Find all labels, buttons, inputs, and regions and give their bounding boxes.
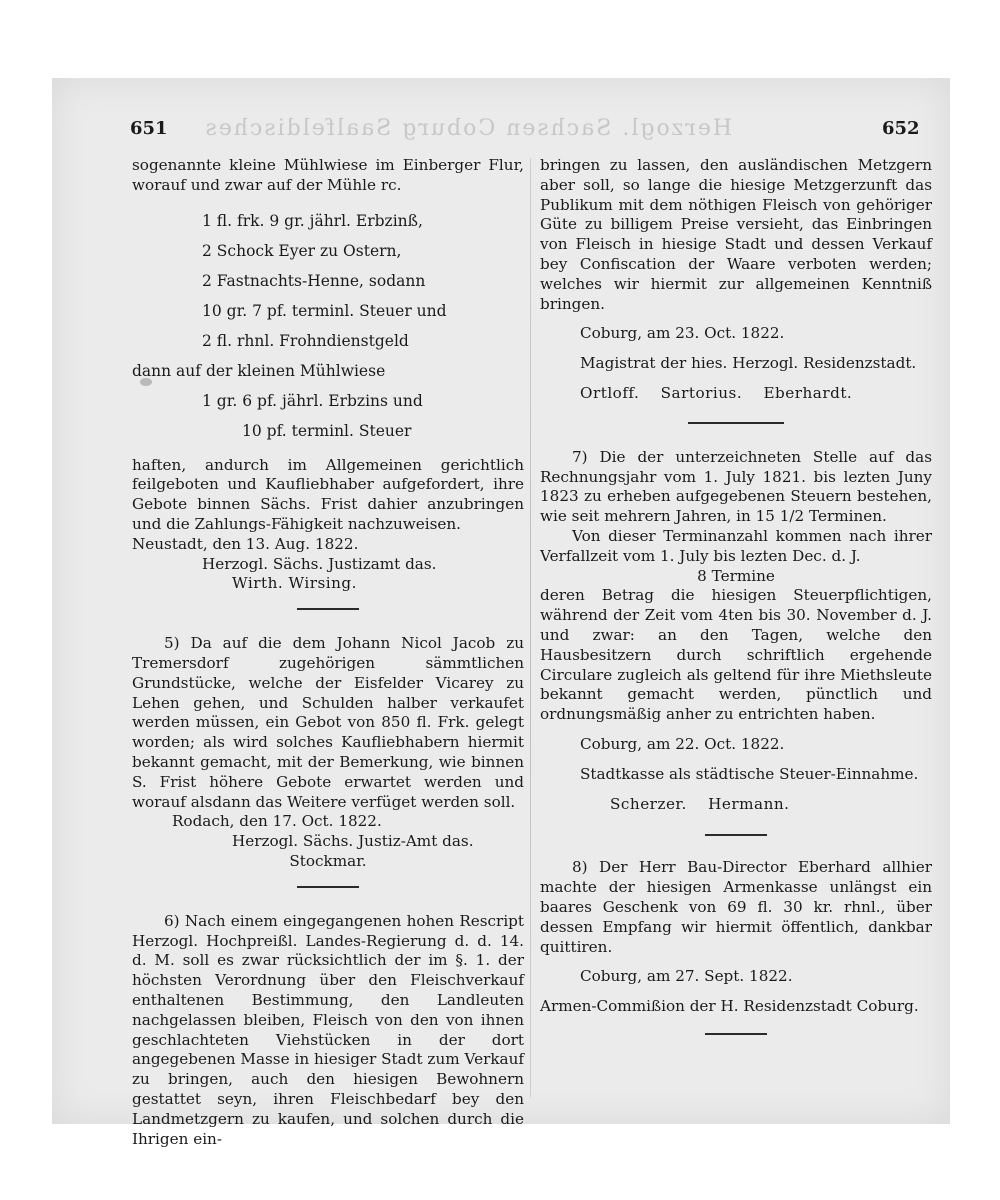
right-column bbox=[540, 156, 932, 1049]
notice-7: 7) Die der unterzeichneten Stelle auf das Rechnungsjahr vom 1. July 1821. bis lezten Juny 1823 zu erheben aufgegebenen Steuern bestehen, wie seit mehrern Jahren, in 15 1/2 Terminen. bbox=[540, 447, 932, 526]
notice-8-place: Coburg, am 27. Sept. 1822. bbox=[580, 967, 793, 986]
notice-5-signer: Stockmar. bbox=[289, 851, 367, 870]
notice-5: 5) Da auf die dem Johann Nicol Jacob zu Tremersdorf zugehörigen sämmtlichen Grundstücke, welche der Eisfelder Vicarey zu Lehen gehen, und Schulden halber verkaufet werden müssen, ein Gebot von 850 fl. Frk. gelegt worden; als wird solches Kaufliebhabern hiermit bekannt gemacht, mit der Bemerkung, wie binnen S. Frist höhere Gebote erwartet werden und worauf alsdann das Weitere verfüget werden soll. bbox=[132, 634, 524, 811]
notice-7-office: Stadtkasse als städtische Steuer-Einnahme. bbox=[580, 764, 919, 783]
notice-7-signers: Scherzer. Hermann. bbox=[610, 794, 790, 813]
signers: Wirth. Wirsing. bbox=[232, 574, 357, 593]
notice-6-signers: Ortloff. Sartorius. Eberhardt. bbox=[580, 383, 853, 402]
place-date: Neustadt, den 13. Aug. 1822. bbox=[132, 534, 359, 553]
bleed-through-header: Herzogl. Sachsen Coburg Saalfeldisches bbox=[203, 116, 732, 141]
section-divider bbox=[297, 886, 359, 888]
notice-7-b: Von dieser Terminanzahl kommen nach ihrer Verfallzeit vom 1. July bis lezten Dec. d. J. bbox=[540, 526, 932, 565]
fee-line: 2 fl. rhnl. Frohndienstgeld bbox=[202, 331, 409, 350]
notice-6: 6) Nach einem eingegangenen hohen Rescript Herzogl. Hochpreißl. Landes-Regierung d. d. 14. d. M. soll es zwar rücksichtlich der im §. 1. der höchsten Verordnung über den Fleischverkauf enthaltenen Bestimmung, den Landleuten nachgelassen bleiben, Fleisch von den von ihnen geschlachteten Viehstücken in der dort angegebenen Masse in hiesiger Stadt zum Verkauf zu bringen, auch den hiesigen Bewohnern gestattet seyn, ihren Fleischbedarf bey den Landmetzgern zu kaufen, und solchen durch die Ihrigen ein- bbox=[132, 911, 524, 1148]
notice-5-office: Herzogl. Sächs. Justiz-Amt das. bbox=[232, 832, 474, 851]
notice-7-place: Coburg, am 22. Oct. 1822. bbox=[580, 734, 785, 753]
fee-line: 10 pf. terminl. Steuer bbox=[242, 421, 412, 440]
column-gutter bbox=[530, 158, 531, 1098]
fee-line: 1 gr. 6 pf. jährl. Erbzins und bbox=[202, 391, 423, 410]
fee-heading: dann auf der kleinen Mühlwiese bbox=[132, 361, 386, 380]
notice-5-place: Rodach, den 17. Oct. 1822. bbox=[172, 812, 382, 831]
section-divider bbox=[705, 834, 767, 836]
magistrat: Magistrat der hies. Herzogl. Residenzstadt. bbox=[580, 354, 917, 373]
section-divider bbox=[688, 422, 784, 424]
body-text: haften, andurch im Allgemeinen gerichtlich feilgeboten und Kaufliebhaber aufgefordert, ihre Gebote binnen Sächs. Frist dahier anzubringen und die Zahlungs-Fähigkeit nachzuweisen. bbox=[132, 455, 524, 533]
fee-line: 2 Fastnachts-Henne, sodann bbox=[202, 271, 426, 290]
notice-7-c: deren Betrag die hiesigen Steuerpflichtigen, während der Zeit vom 4ten bis 30. November d. J. und zwar: an den Tagen, welche den Hausbesitzern durch schriftlich ergehende Circulare zugleich als geltend für ihre Miethsleute bekannt gemacht werden, pünctlich und ordnungsmäßig anher zu entrichten haben. bbox=[540, 586, 932, 724]
fee-line: 2 Schock Eyer zu Ostern, bbox=[202, 241, 402, 260]
fee-line: 10 gr. 7 pf. terminl. Steuer und bbox=[202, 301, 447, 320]
notice-8: 8) Der Herr Bau-Director Eberhard allhier machte der hiesigen Armenkasse unlängst ein baares Geschenk von 69 fl. 30 kr. rhnl., über dessen Empfang wir hiermit öffentlich, dankbar quittiren. bbox=[540, 858, 932, 956]
left-column bbox=[132, 156, 524, 1149]
office-name: Herzogl. Sächs. Justizamt das. bbox=[202, 554, 437, 573]
page-number-right: 652 bbox=[882, 118, 920, 139]
intro-text: sogenannte kleine Mühlwiese im Einberger Flur, worauf und zwar auf der Mühle rc. bbox=[132, 156, 524, 194]
section-divider bbox=[705, 1033, 767, 1035]
notice-6-place: Coburg, am 23. Oct. 1822. bbox=[580, 324, 785, 343]
notice-8-office: Armen-Commißion der H. Residenzstadt Coburg. bbox=[540, 997, 919, 1016]
newspaper-page bbox=[52, 78, 950, 1148]
fee-line: 1 fl. frk. 9 gr. jährl. Erbzinß, bbox=[202, 211, 423, 230]
notice-6-continued: bringen zu lassen, den ausländischen Metzgern aber soll, so lange die hiesige Metzgerzunft das Publikum mit dem nöthigen Fleisch von gehöriger Güte zu billigem Preise versieht, das Einbringen von Fleisch in hiesige Stadt und dessen Verkauf bey Confiscation der Waare verboten werden; welches wir hiermit zur allgemeinen Kenntniß bringen. bbox=[540, 156, 932, 313]
page-number-left: 651 bbox=[130, 118, 168, 139]
termine-count: 8 Termine bbox=[697, 566, 775, 585]
section-divider bbox=[297, 608, 359, 610]
